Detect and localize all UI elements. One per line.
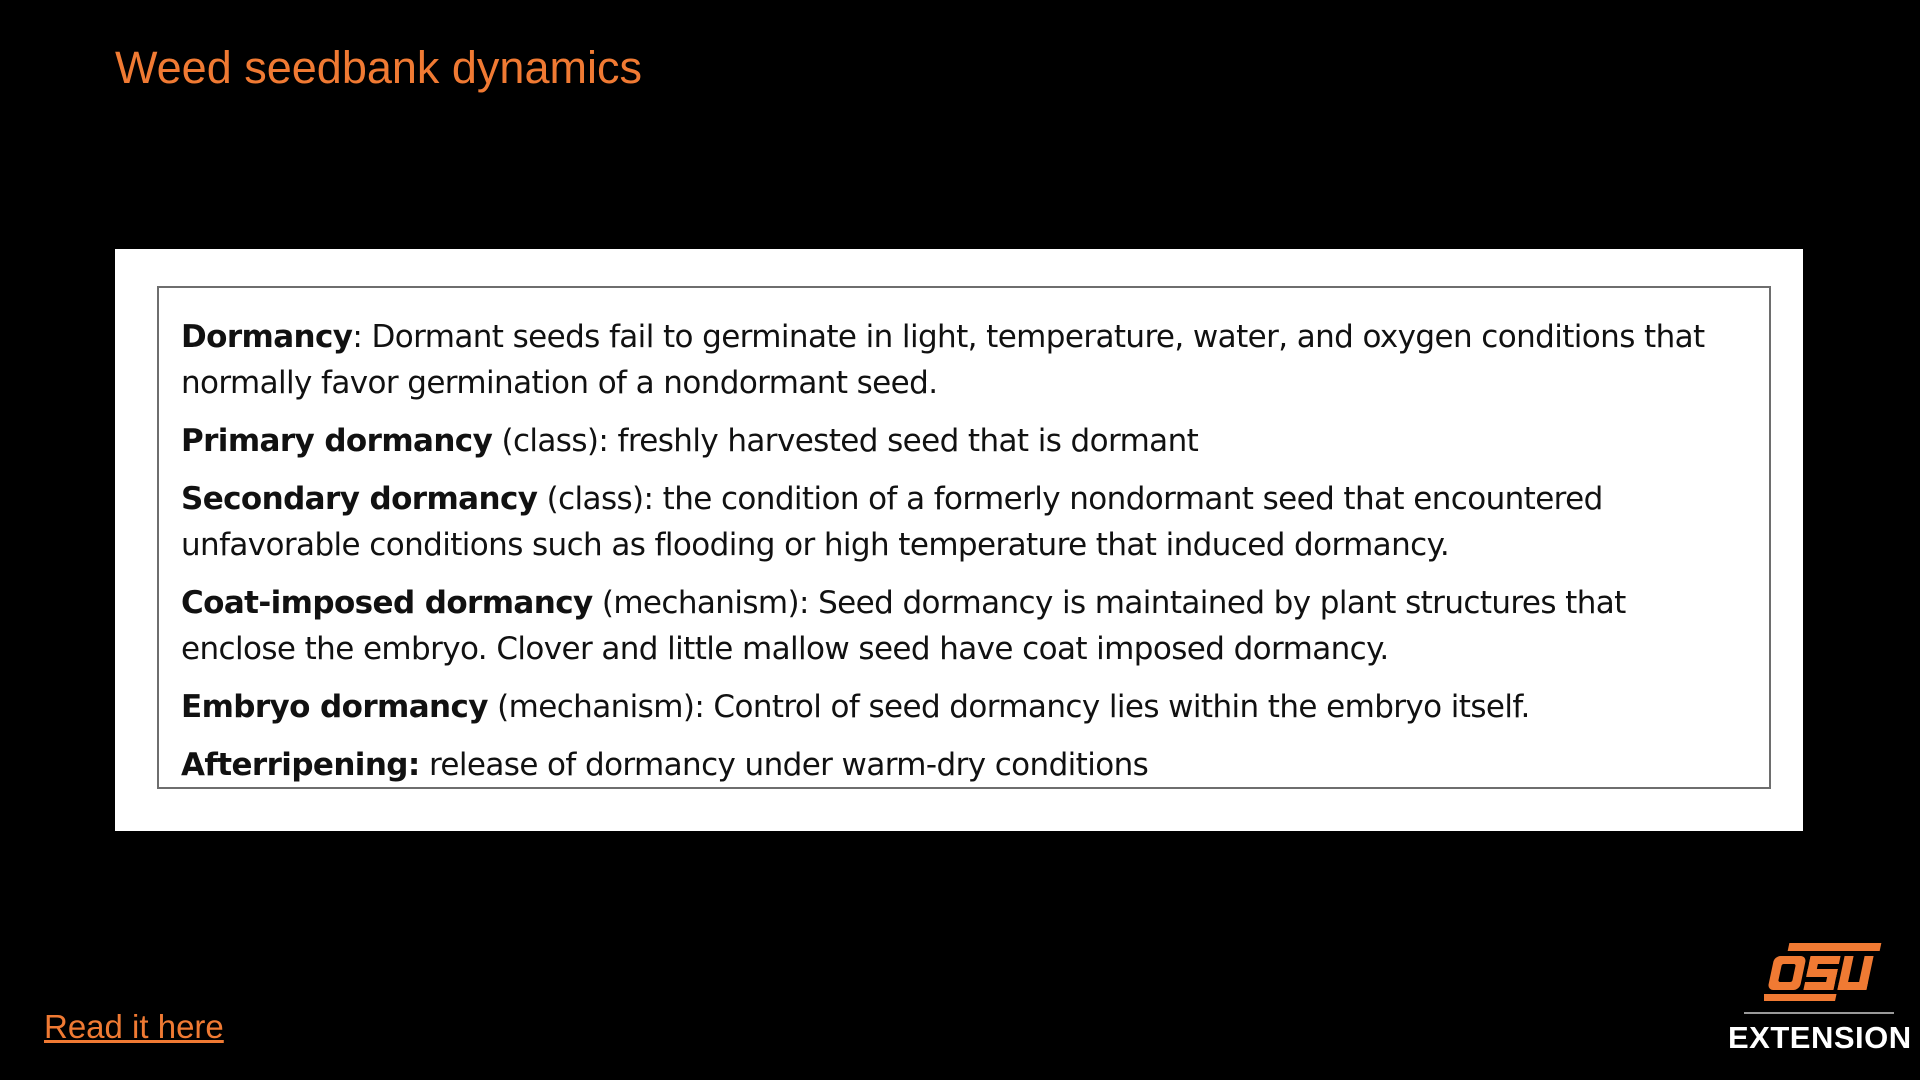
definition-text: (mechanism): Seed dormancy is maintained by plant structures that enclose the embryo. Clover and little mallow seed have coat imposed dormancy. bbox=[181, 585, 1626, 667]
definition-text: : Dormant seeds fail to germinate in light, temperature, water, and oxygen conditions that normally favor germination of a nondormant seed. bbox=[181, 319, 1705, 401]
osu-brand-icon bbox=[1764, 940, 1884, 1004]
read-it-here-link[interactable]: Read it here bbox=[44, 1008, 224, 1045]
definition-text: (mechanism): Control of seed dormancy lies within the embryo itself. bbox=[487, 689, 1530, 725]
definitions-panel bbox=[115, 249, 1803, 831]
definitions-box bbox=[157, 286, 1771, 789]
logo-wordmark: EXTENSION bbox=[1728, 1020, 1912, 1055]
osu-extension-logo bbox=[1728, 940, 1912, 1055]
definition-primary-dormancy bbox=[181, 418, 1749, 464]
definition-embryo-dormancy bbox=[181, 684, 1749, 730]
definition-term: Embryo dormancy bbox=[181, 689, 488, 725]
definition-text: (class): freshly harvested seed that is dormant bbox=[492, 423, 1199, 459]
logo-divider bbox=[1744, 1012, 1894, 1014]
definition-dormancy bbox=[181, 314, 1749, 406]
definition-coat-imposed-dormancy bbox=[181, 580, 1749, 672]
slide-title: Weed seedbank dynamics bbox=[115, 42, 642, 93]
definition-term: Coat-imposed dormancy bbox=[181, 585, 593, 621]
definition-term: Afterripening: bbox=[181, 747, 420, 783]
definition-term: Secondary dormancy bbox=[181, 481, 538, 517]
definition-text: (class): the condition of a formerly nondormant seed that encountered unfavorable conditions such as flooding or high temperature that induced dormancy. bbox=[181, 481, 1603, 563]
definition-term: Primary dormancy bbox=[181, 423, 493, 459]
definition-term: Dormancy bbox=[181, 319, 353, 355]
definition-text: release of dormancy under warm-dry conditions bbox=[419, 747, 1149, 783]
definition-afterripening bbox=[181, 742, 1749, 788]
definition-secondary-dormancy bbox=[181, 476, 1749, 568]
